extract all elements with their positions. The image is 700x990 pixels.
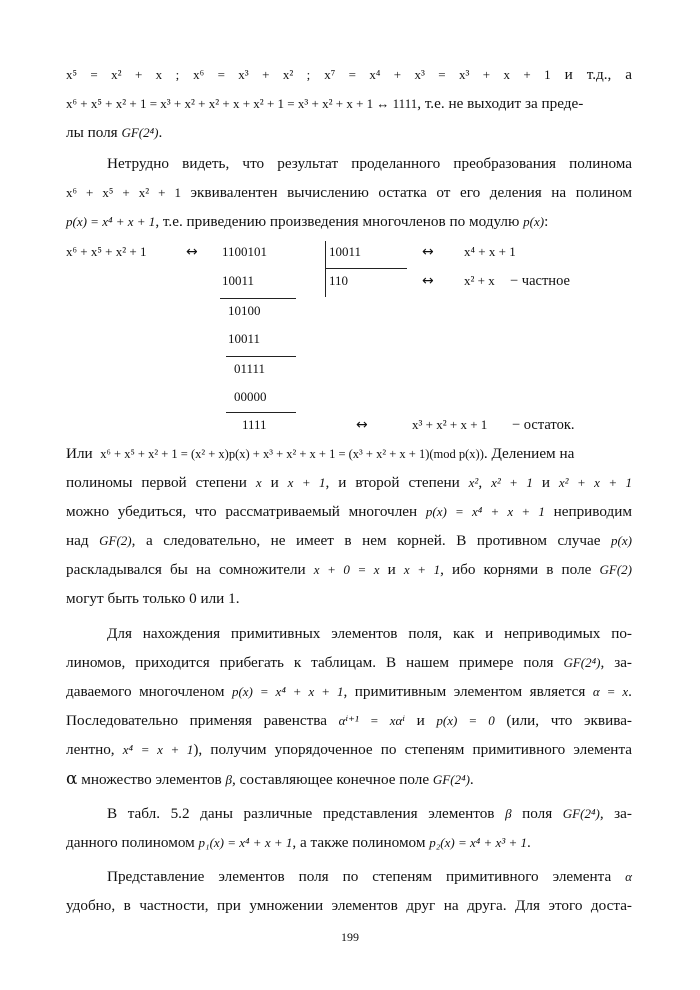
- para4-text: поля: [511, 805, 563, 822]
- para3-line4: [66, 708, 632, 734]
- para2-text: , ибо корнями в поле: [440, 561, 600, 578]
- para2-line5: [66, 557, 632, 583]
- formula-x: x: [255, 475, 262, 490]
- para5-line1: [107, 864, 632, 890]
- arrow-icon: ↔: [422, 273, 434, 289]
- formula-line-reduction: [66, 91, 632, 117]
- para4-text: , за-: [599, 805, 632, 822]
- formula-px-zero: p(x) = 0: [436, 713, 495, 728]
- para3-text: , примитивным элементом является: [343, 683, 593, 700]
- formula-alpha-recursion: αⁱ⁺¹ = xαⁱ: [338, 713, 405, 728]
- para3-text: .: [469, 771, 474, 788]
- word-i: и: [564, 66, 573, 83]
- quotient-label: − частное: [510, 273, 570, 289]
- formula-gf-2-4: GF(2⁴): [563, 655, 601, 670]
- arrow-icon: ↔: [186, 244, 198, 260]
- formula-x6: x⁶ = x³ + x² ;: [193, 67, 311, 82]
- para4-line2: [66, 830, 632, 856]
- para2-line3: [66, 499, 632, 525]
- para3-line2: [66, 650, 632, 676]
- formula-x2-plus-1: x² + 1: [491, 475, 533, 490]
- formula-alpha-x: α = x: [592, 684, 629, 699]
- para3-text: ), получим упорядоченное по степеням примитивного элемента: [193, 741, 633, 758]
- formula-p2: p₂(x) = x⁴ + x³ + 1: [429, 835, 527, 850]
- formula-x-plus-1: x + 1: [403, 562, 441, 577]
- para2-text: и: [379, 561, 404, 578]
- text-field-prefix: лы поля: [66, 124, 122, 141]
- subtract-2: 10011: [228, 331, 261, 346]
- para2-line1-text: . Делением на: [483, 445, 575, 462]
- para2-text: , а следовательно, не имеет в нем корней. В противном случае: [131, 532, 612, 549]
- para1-line2: [66, 180, 632, 206]
- division-vertical-bar: [325, 241, 326, 297]
- para5-line2: удобно, в частности, при умножении элементов друг на друга. Для этого доста-: [66, 897, 632, 914]
- para3-text: (или, что эквива-: [494, 712, 632, 729]
- word-ili: Или: [66, 445, 93, 462]
- formula-px-mod: p(x): [523, 214, 545, 229]
- text-line-field: [66, 120, 632, 146]
- symbol-alpha: α: [625, 869, 632, 884]
- formula-gf-2-4: GF(2⁴): [121, 125, 159, 140]
- dividend-poly: x⁶ + x⁵ + x² + 1: [66, 244, 147, 259]
- para1-line1: Нетрудно видеть, что результат проделанного преобразования полинома: [107, 155, 632, 172]
- formula-px: p(x): [611, 533, 632, 548]
- remainder-bits: 1111: [242, 417, 267, 432]
- para2-text: раскладывался бы на сомножители: [66, 561, 314, 578]
- formula-gf-2-4: GF(2⁴): [562, 806, 600, 821]
- formula-gf-2-4: GF(2⁴): [432, 772, 470, 787]
- formula-x4: x⁴ = x + 1: [122, 742, 194, 757]
- para3-text: даваемого многочленом: [66, 683, 232, 700]
- division-rule-2: [226, 356, 296, 357]
- para4-line1: [107, 801, 632, 827]
- para3-text: множество элементов: [77, 771, 226, 788]
- para3-text: линомов, приходится прибегать к таблицам. В нашем примере поля: [66, 654, 564, 671]
- remainder-poly: x³ + x² + x + 1: [412, 417, 488, 432]
- para2-text: , и второй степени: [325, 474, 469, 491]
- subtract-1: 10011: [222, 273, 255, 288]
- para4-text: данного полиномом: [66, 834, 199, 851]
- para3-line6: [66, 766, 632, 792]
- para4-text: В табл. 5.2 даны различные представления элементов: [107, 805, 506, 822]
- formula-p1: p₁(x) = x⁴ + x + 1: [198, 835, 293, 850]
- formula-px: p(x) = x⁴ + x + 1: [231, 684, 344, 699]
- formula-x-plus-1: x + 1: [287, 475, 326, 490]
- divisor-bits: 10011: [329, 244, 362, 259]
- page-number: 199: [341, 930, 359, 944]
- para2-line1: [66, 441, 632, 467]
- para2-line4: [66, 528, 632, 554]
- para2-text: и: [261, 474, 288, 491]
- symbol-alpha: α: [66, 769, 78, 789]
- para2-text: неприводим: [544, 503, 632, 520]
- formula-x2: x²: [468, 475, 479, 490]
- formula-x7: x⁷ = x⁴ + x³ = x³ + x + 1: [324, 67, 551, 82]
- subtract-3: 00000: [234, 389, 267, 404]
- word-td: т.д.,: [586, 66, 612, 83]
- text-reduction: , т.е. не выходит за преде-: [417, 95, 584, 112]
- formula-x2-x-1: x² + x + 1: [558, 475, 633, 490]
- quotient-poly: x² + x: [464, 273, 495, 288]
- formula-gf-2: GF(2): [99, 533, 132, 548]
- para2-text: и: [532, 474, 559, 491]
- para2-line2: [66, 470, 632, 496]
- formula-reduction: x⁶ + x⁵ + x² + 1 = x³ + x² + x² + x + x² + 1 = x³ + x² + x + 1 ↔ 1111: [66, 96, 418, 111]
- para3-line5: [66, 737, 632, 763]
- colon: :: [544, 213, 549, 230]
- para2-text: полиномы первой степени: [66, 474, 256, 491]
- formula-px: p(x) = x⁴ + x + 1: [66, 214, 156, 229]
- dividend-bits: 1100101: [222, 244, 268, 259]
- para2-text: ,: [478, 474, 492, 491]
- para2-text: можно убедиться, что рассматриваемый многочлен: [66, 503, 426, 520]
- para4-text: .: [527, 834, 531, 851]
- para1-line3-text: , т.е. приведению произведения многочленов по модулю: [155, 213, 524, 230]
- arrow-icon: ↔: [356, 417, 368, 433]
- formula-poly: x⁶ + x⁵ + x² + 1: [66, 185, 181, 200]
- divisor-poly: x⁴ + x + 1: [464, 244, 516, 259]
- division-rule-1: [220, 298, 296, 299]
- para3-line3: [66, 679, 632, 705]
- para3-text: , за-: [600, 654, 632, 671]
- quotient-bits: 110: [329, 273, 349, 288]
- formula-px: p(x) = x⁴ + x + 1: [425, 504, 545, 519]
- para4-text: , а также полиномом: [292, 834, 430, 851]
- text-period: .: [158, 124, 163, 141]
- arrow-icon: ↔: [422, 244, 434, 260]
- division-rule-3: [226, 412, 296, 413]
- para3-text: , составляющее конечное поле: [232, 771, 433, 788]
- para3-line1: Для нахождения примитивных элементов поля, как и неприводимых по-: [107, 625, 632, 642]
- para5-text: Представление элементов поля по степеням примитивного элемента: [107, 868, 626, 885]
- formula-gf-2: GF(2): [599, 562, 632, 577]
- para2-line6: могут быть только 0 или 1.: [66, 590, 240, 607]
- para1-line3: [66, 209, 632, 235]
- symbol-beta: β: [225, 772, 233, 787]
- formula-mod: x⁶ + x⁵ + x² + 1 = (x² + x)p(x) + x³ + x² + x + 1 = (x³ + x² + x + 1)(mod p(x)): [100, 447, 484, 461]
- para3-text: лентно,: [66, 741, 123, 758]
- para2-text: над: [66, 532, 100, 549]
- para1-line2-text: эквивалентен вычислению остатка от его деления на полином: [180, 184, 632, 201]
- word-a: а: [625, 66, 633, 83]
- formula-line-powers: [66, 62, 632, 88]
- remainder-step-1: 10100: [228, 303, 261, 318]
- para3-text: Последовательно применяя равенства: [66, 712, 339, 729]
- remainder-step-2: 01111: [234, 361, 266, 376]
- formula-x-plus-0: x + 0 = x: [313, 562, 380, 577]
- remainder-label: − остаток.: [512, 417, 575, 433]
- para3-text: и: [404, 712, 437, 729]
- para3-text: .: [628, 683, 632, 700]
- formula-x5: x⁵ = x² + x ;: [66, 67, 180, 82]
- division-divisor-rule: [325, 268, 407, 269]
- symbol-beta: β: [505, 806, 512, 821]
